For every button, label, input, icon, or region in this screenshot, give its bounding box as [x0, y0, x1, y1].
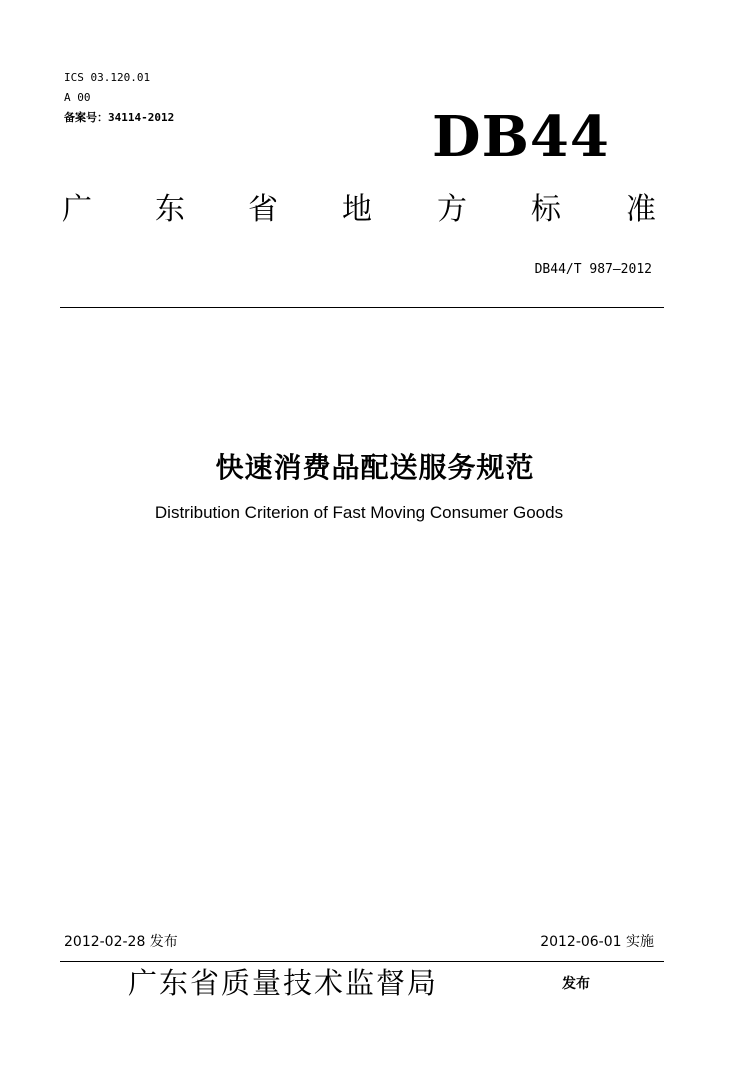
implementation-date: 2012-06-01 实施 — [540, 934, 654, 950]
standard-type-char: 准 — [626, 192, 656, 227]
classification-code: A 00 — [64, 91, 91, 104]
standard-type-char: 标 — [531, 192, 561, 227]
document-title-english: Distribution Criterion of Fast Moving Consumer Goods — [154, 503, 564, 522]
db44-logo: DB44 — [432, 104, 610, 170]
issuing-authority: 广东省质量技术监督局 — [128, 966, 439, 1000]
standard-type-char: 东 — [155, 192, 185, 227]
issue-date: 2012-02-28 发布 — [64, 934, 178, 950]
document-title-chinese: 快速消费品配送服务规范 — [215, 451, 535, 484]
footer-divider — [60, 961, 664, 962]
standard-type-char: 广 — [62, 192, 92, 227]
header-divider — [60, 307, 664, 308]
standard-number: DB44/T 987—2012 — [534, 262, 652, 277]
issuing-action: 发布 — [562, 976, 590, 992]
record-number: 备案号：34114-2012 — [64, 111, 175, 124]
standard-type-char: 地 — [342, 192, 372, 227]
standard-type-char: 省 — [248, 192, 278, 227]
ics-code: ICS 03.120.01 — [64, 71, 151, 84]
standard-type-char: 方 — [437, 192, 467, 227]
